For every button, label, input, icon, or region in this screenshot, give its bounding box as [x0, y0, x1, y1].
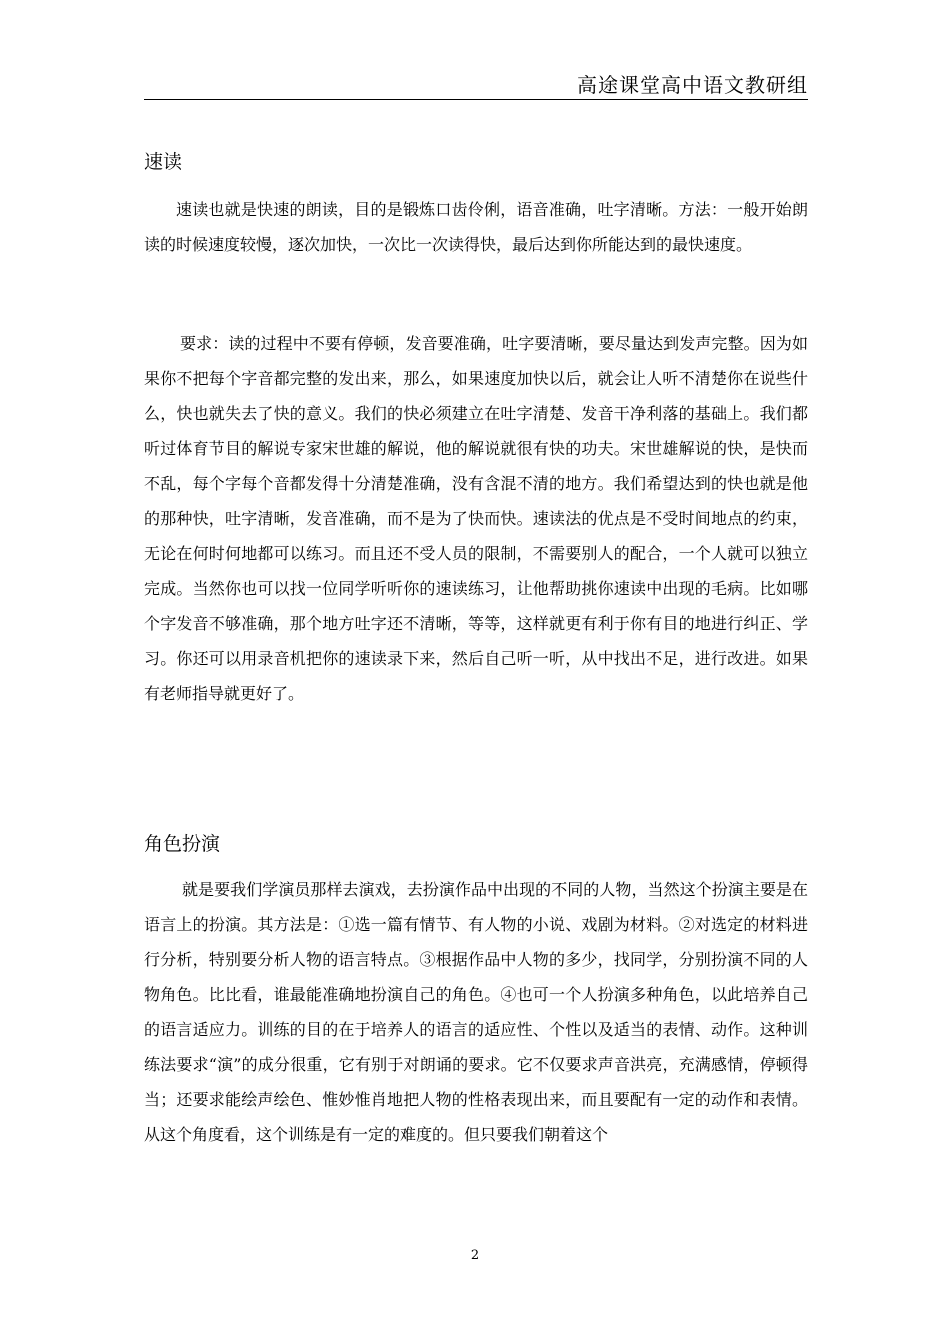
- section-heading-role-play: 角色扮演: [144, 833, 221, 855]
- section-heading-speed-reading: 速读: [144, 151, 183, 173]
- header-divider: [144, 99, 808, 100]
- paragraph: 就是要我们学演员那样去演戏，去扮演作品中出现的不同的人物，当然这个扮演主要是在语言上的扮演。其方法是：①选一篇有情节、有人物的小说、戏剧为材料。②对选定的材料进行分析，特别要分析人物的语言特点。③根据作品中人物的多少，找同学，分别扮演不同的人物角色。比比看，谁最能准确地扮演自己的角色。④也可一个人扮演多种角色，以此培养自己的语言适应力。训练的目的在于培养人的语言的适应性、个性以及适当的表情、动作。这种训练法要求“演”的成分很重，它有别于对朗诵的要求。它不仅要求声音洪亮，充满感情，停顿得当；还要求能绘声绘色、惟妙惟肖地把人物的性格表现出来，而且要配有一定的动作和表情。从这个角度看，这个训练是有一定的难度的。但只要我们朝着这个: [144, 880, 808, 1144]
- paragraph: 速读也就是快速的朗读，目的是锻炼口齿伶俐，语音准确，吐字清晰。方法：一般开始朗读的时候速度较慢，逐次加快，一次比一次读得快，最后达到你所能达到的最快速度。: [144, 200, 808, 254]
- paragraph: 要求：读的过程中不要有停顿，发音要准确，吐字要清晰，要尽量达到发声完整。因为如果你不把每个字音都完整的发出来，那么，如果速度加快以后，就会让人听不清楚你在说些什么，快也就失去了快的意义。我们的快必须建立在吐字清楚、发音干净利落的基础上。我们都听过体育节目的解说专家宋世雄的解说，他的解说就很有快的功夫。宋世雄解说的快，是快而不乱，每个字每个音都发得十分清楚准确，没有含混不清的地方。我们希望达到的快也就是他的那种快，吐字清晰，发音准确，而不是为了快而快。速读法的优点是不受时间地点的约束，无论在何时何地都可以练习。而且还不受人员的限制，不需要别人的配合，一个人就可以独立完成。当然你也可以找一位同学听听你的速读练习，让他帮助挑你速读中出现的毛病。比如哪个字发音不够准确，那个地方吐字还不清晰，等等，这样就更有利于你有目的地进行纠正、学习。你还可以用录音机把你的速读录下来，然后自己听一听，从中找出不足，进行改进。如果有老师指导就更好了。: [144, 334, 808, 703]
- page-header: 高途课堂高中语文教研组: [577, 73, 808, 97]
- page-number: 2: [470, 1248, 480, 1263]
